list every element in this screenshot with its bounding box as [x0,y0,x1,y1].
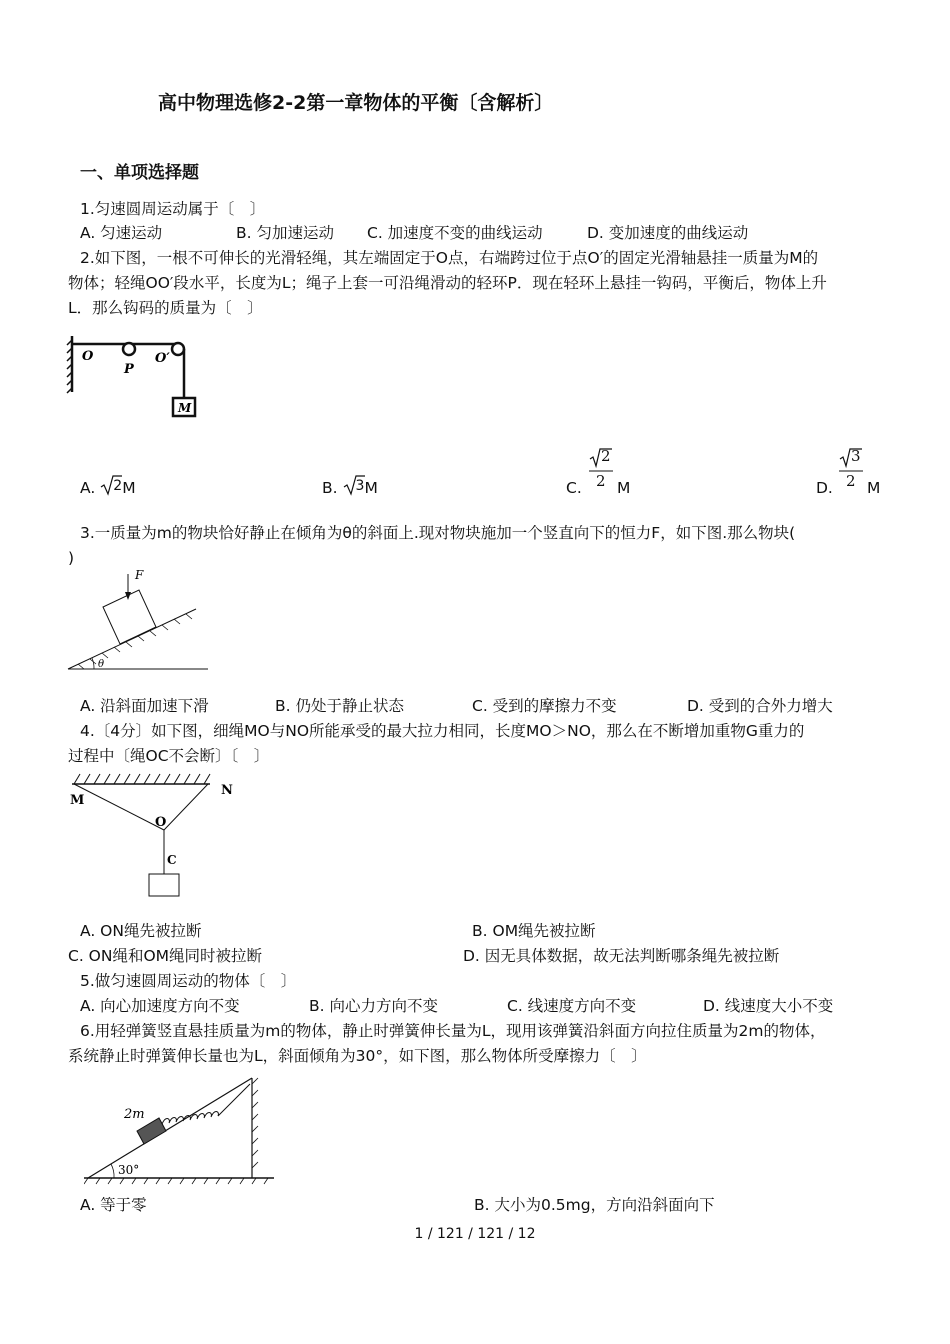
q2-stem-line1: 2.如下图，一根不可伸长的光滑轻绳，其左端固定于O点，右端跨过位于点O′的固定光滑轴悬挂一质量为M的 [80,249,819,267]
q6-option-b: B. 大小为0.5mg，方向沿斜面向下 [474,1196,715,1214]
pulley-o2 [172,343,184,355]
q6-stem-line2: 系统静止时弹簧伸长量也为L，斜面倾角为30°，如下图，那么物体所受摩擦力〔 〕 [68,1047,647,1065]
sqrt-icon: 2 [100,476,122,496]
q4-option-d: D. 因无具体数据，故无法判断哪条绳先被拉断 [463,947,780,965]
q1-stem: 1.匀速圆周运动属于〔 〕 [80,200,266,218]
q4-stem-line1: 4.〔4分〕如下图，细绳MO与NO所能承受的最大拉力相同，长度MO＞NO，那么在不断增加重物G重力的 [80,722,805,740]
q3-option-a: A. 沿斜面加速下滑 [80,697,209,715]
page-footer: 1 / 121 / 121 / 12 [414,1226,536,1242]
q2-option-d-fraction: 3 2 [838,448,864,494]
label-m: M [70,793,85,808]
q2-option-a: A. 2 M [80,478,136,497]
q2-option-c: C. [566,479,582,497]
label-force: F [135,568,144,582]
q5-option-a: A. 向心加速度方向不变 [80,997,240,1015]
q4-option-a: A. ON绳先被拉断 [80,922,202,940]
q1-option-a: A. 匀速运动 [80,224,163,242]
q6-stem-line1: 6.用轻弹簧竖直悬挂质量为m的物体，静止时弹簧伸长量为L，现用该弹簧沿斜面方向拉住质量为2m的物体， [80,1022,826,1040]
q2-option-c-unit: M [617,479,631,497]
q1-option-b: B. 匀加速运动 [236,224,334,242]
label-o: O [155,815,167,830]
q1-option-c: C. 加速度不变的曲线运动 [367,224,543,242]
q3-stem-line1: 3.一质量为m的物块恰好静止在倾角为θ的斜面上.现对物块施加一个竖直向下的恒力F，如下图.那么物块( [80,524,796,542]
label-m: M [178,401,192,415]
label-o-prime: O′ [155,351,170,366]
label-angle: 30° [118,1163,140,1177]
q2-option-d-unit: M [867,479,881,497]
q5-stem: 5.做匀速圆周运动的物体〔 〕 [80,972,297,990]
q6-figure [84,1072,280,1190]
q2-option-b: B. 3 M [322,478,378,497]
label-o: O [82,349,94,364]
q1-option-d: D. 变加速度的曲线运动 [587,224,749,242]
q3-option-b: B. 仍处于静止状态 [275,697,404,715]
label-n: N [221,783,233,798]
label-theta: θ [98,659,105,670]
q3-option-d: D. 受到的合外力增大 [687,697,833,715]
q5-option-d: D. 线速度大小不变 [703,997,834,1015]
sqrt-icon: 3 [343,476,365,496]
q4-figure [66,768,246,900]
section-heading: 一、单项选择题 [80,163,199,183]
q5-option-b: B. 向心力方向不变 [309,997,438,1015]
q2-option-d: D. [816,479,833,497]
page-title: 高中物理选修2-2第一章物体的平衡〔含解析〕 [158,92,554,114]
label-p: P [124,362,134,377]
q6-option-a: A. 等于零 [80,1196,147,1214]
q3-option-c: C. 受到的摩擦力不变 [472,697,617,715]
label-mass: 2m [124,1107,145,1122]
q4-option-b: B. OM绳先被拉断 [472,922,596,940]
q5-option-c: C. 线速度方向不变 [507,997,637,1015]
ring-p [123,343,135,355]
q2-stem-line2: 物体；轻绳OO′段水平，长度为L；绳子上套一可沿绳滑动的轻环P．现在轻环上悬挂一钩码，平衡后，物体上升 [68,274,827,292]
q2-stem-line3: L．那么钩码的质量为〔 〕 [68,299,263,317]
q4-option-c: C. ON绳和OM绳同时被拉断 [68,947,263,965]
q3-figure [66,566,211,674]
q2-figure [66,330,206,422]
q3-stem-line2: ) [68,549,75,567]
label-c: C [167,853,177,867]
q2-option-c-fraction: 2 2 [588,448,614,494]
q4-stem-line2: 过程中〔绳OC不会断〕〔 〕 [68,747,270,765]
